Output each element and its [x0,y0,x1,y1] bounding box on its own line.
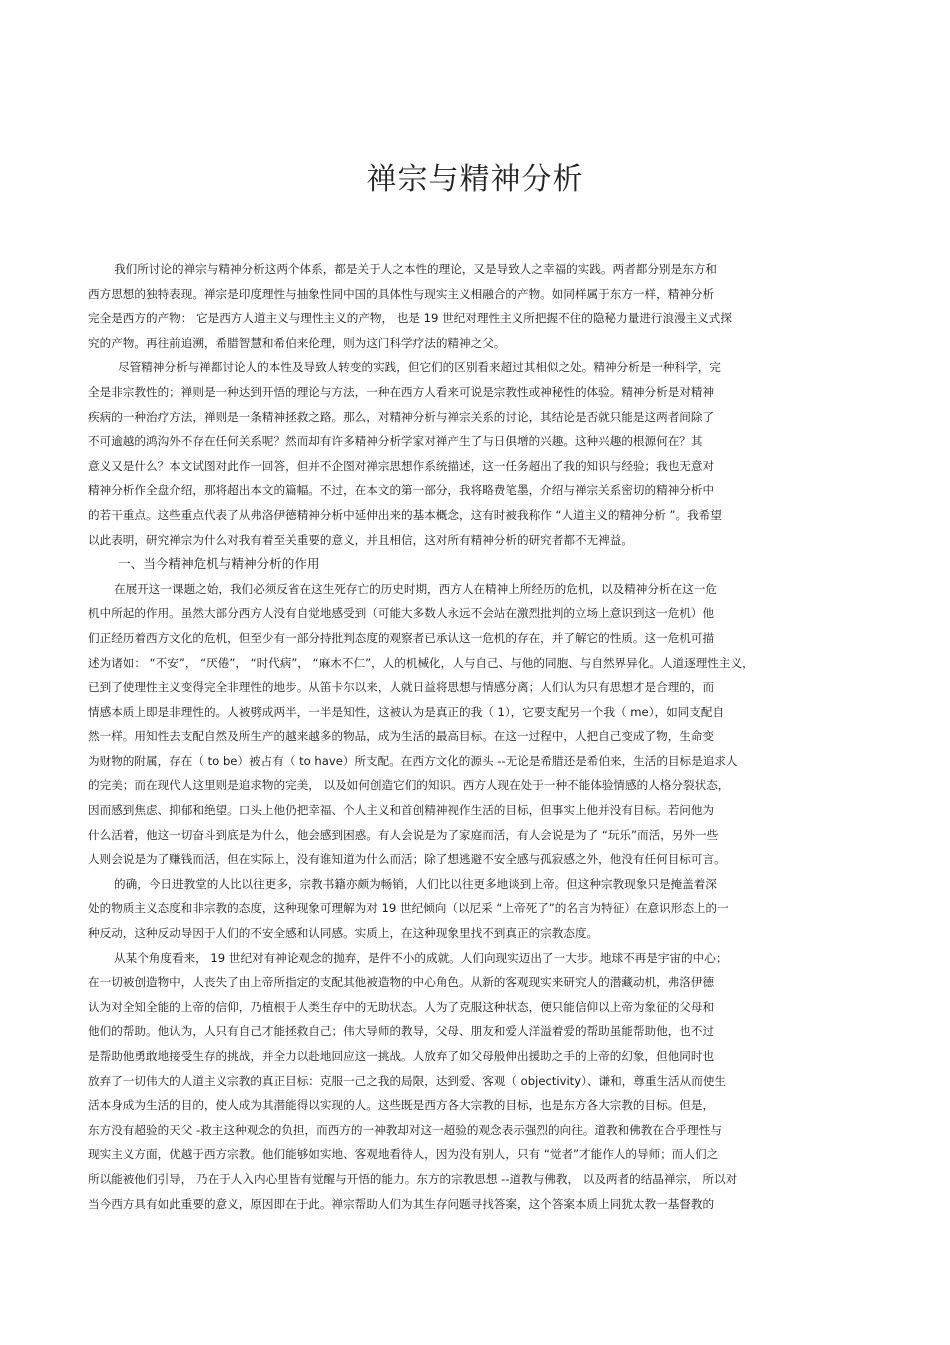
text-line: 我们所讨论的禅宗与精神分析这两个体系，都是关于人之本性的理论，又是导致人之幸福的实践。两者都分别是东方和 [114,262,717,276]
text-line: 认为对全知全能的上帝的信仰，乃植根于人类生存中的无助状态。人为了克服这种状态，便只能信仰以上帝为象征的父母和 [88,999,715,1014]
text-line: 因而感到焦虑、抑郁和绝望。口头上他仍把幸福、个人主义和首创精神视作生活的目标，但事实上他并没有目标。若问他为 [88,803,715,818]
text-line: 种反动，这种反动导因于人们的不安全感和认同感。实质上，在这种现象里找不到真正的宗教态度。 [88,926,599,941]
text-line: 然一样。用知性去支配自然及所生产的越来越多的物品，成为生活的最高目标。在这一过程中，人把自己变成了物，生命变 [88,729,715,744]
text-line: 当今西方具有如此重要的意义，原因即在于此。禅宗帮助人们为其生存问题寻找答案，这个答案本质上同犹太教一基督教的 [88,1196,715,1211]
text-line: 全是非宗教性的；禅则是一种达到开悟的理论与方法，一种在西方人看来可说是宗教性或神秘性的体验。精神分析是对精神 [88,384,715,399]
text-line: 完全是西方的产物： 它是西方人道主义与理性主义的产物， 也是 19 世纪对理性主义所把握不住的隐秘力量进行浪漫主义式探 [88,311,732,326]
text-line: 处的物质主义态度和非宗教的态度，这种现象可理解为对 19 世纪倾向（以尼采 “上帝死了”的名言为特征）在意识形态上的一 [88,901,729,916]
text-line: 尽管精神分析与禅都讨论人的本性及导致人转变的实践，但它们的区别看来超过其相似之处。精神分析是一种科学，完 [118,360,721,375]
text-line: 什么活着，他这一切奋斗到底是为什么，他会感到困惑。有人会说是为了家庭而活，有人会说是为了 “玩乐”而活，另外一些 [88,827,719,842]
text-line: 的完美；而在现代人这里则是追求物的完美， 以及如何创造它们的知识。西方人现在处于一种不能体验情感的人格分裂状态， [88,778,730,793]
text-line: 现实主义方面，优越于西方宗教。他们能够如实地、客观地看待人，因为没有别人，只有 “觉者”才能作人的导师；而人们之 [88,1147,719,1162]
text-line: 为财物的附属，存在（ to be）被占有（ to have）所支配。在西方文化的源头 --无论是希腊还是希伯来，生活的目标是追求人 [88,753,738,768]
text-line: 从某个角度看来， 19 世纪对有神论观念的抛弃，是件不小的成就。人们向现实迈出了一大步。地球不再是宇宙的中心； [114,950,728,965]
text-line: 的确，今日进教堂的人比以往更多，宗教书籍亦颇为畅销，人们比以往更多地谈到上帝。但这种宗教现象只是掩盖着深 [114,876,717,891]
text-line: 在展开这一课题之始，我们必须反省在这生死存亡的历史时期，西方人在精神上所经历的危机，以及精神分析在这一危 [114,581,717,596]
text-line: 人则会说是为了赚钱而活，但在实际上，没有谁知道为什么而活；除了想逃避不安全感与孤寂感之外，他没有任何目标可言。 [88,852,726,867]
text-line: 是帮助他勇敢地接受生存的挑战，并全力以赴地回应这一挑战。人放弃了如父母般伸出援助之手的上帝的幻象，但他同时也 [88,1049,715,1063]
text-line: 所以能被他们引导， 乃在于人入内心里皆有觉醒与开悟的能力。东方的宗教思想 --道教与佛教， 以及两者的结晶禅宗， 所以对 [88,1171,738,1186]
text-line: 疾病的一种治疗方法，禅则是一条精神拯救之路。那么，对精神分析与禅宗关系的讨论，其结论是否就只能是这两者间除了 [88,409,715,424]
document-title: 禅宗与精神分析 [366,162,584,197]
text-line: 们正经历着西方文化的危机，但至少有一部分持批判态度的观察者已承认这一危机的存在，并了解它的性质。这一危机可描 [88,630,715,645]
text-line: 意义又是什么？本文试图对此作一回答，但并不企图对禅宗思想作系统描述，这一任务超出了我的知识与经验；我也无意对 [88,458,715,473]
text-line: 机中所起的作用。虽然大部分西方人没有自觉地感受到（可能大多数人永远不会站在激烈批判的立场上意识到这一危机）他 [88,606,715,621]
section-heading: 一、当今精神危机与精神分析的作用 [118,556,320,572]
text-line: 放弃了一切伟大的人道主义宗教的真正目标：克服一己之我的局限，达到爱、客观（ objectivity）、谦和，尊重生活从而使生 [88,1073,727,1088]
text-line: 在一切被创造物中，人丧失了由上帝所指定的支配其他被造物的中心角色。从新的客观现实来研究人的潜藏动机，弗洛伊德 [88,975,715,990]
text-line: 西方思想的独特表现。禅宗是印度理性与抽象性同中国的具体性与现实主义相融合的产物。如同样属于东方一样，精神分析 [88,286,715,301]
text-line: 述为诸如： “不安”， “厌倦”， “时代病”， “麻木不仁”，人的机械化，人与自己、与他的同胞、与自然界异化。人道逐理性主义， [88,655,754,670]
text-line: 情感本质上即是非理性的。人被劈成两半，一半是知性，这被认为是真正的我（ 1），它要支配另一个我（ me），如同支配自 [88,704,725,719]
document-body [88,257,878,1216]
text-line: 已到了使理性主义变得完全非理性的地步。从笛卡尔以来，人就日益将思想与情感分离；人们认为只有思想才是合理的，而 [88,680,715,695]
text-line: 活本身成为生活的目的，使人成为其潜能得以实现的人。这些既是西方各大宗教的目标，也是东方各大宗教的目标。但是， [88,1098,715,1113]
text-line: 他们的帮助。他认为，人只有自己才能拯救自己；伟大导师的教导，父母、朋友和爱人洋溢着爱的帮助虽能帮助他，也不过 [88,1024,715,1039]
text-line: 以此表明，研究禅宗为什么对我有着至关重要的意义，并且相信，这对所有精神分析的研究者都不无裨益。 [88,532,633,547]
text-line: 的若干重点。这些重点代表了从弗洛伊德精神分析中延伸出来的基本概念，这有时被我称作 “人道主义的精神分析 ”。我希望 [88,507,722,522]
text-line: 不可逾越的鸿沟外不存在任何关系呢？然而却有许多精神分析学家对禅产生了与日俱增的兴趣。这种兴趣的根源何在？其 [88,434,703,449]
text-line: 精神分析作全盘介绍，那将超出本文的篇幅。不过，在本文的第一部分，我将略费笔墨，介绍与禅宗关系密切的精神分析中 [88,483,715,498]
text-line: 东方没有超验的天父 -救主这种观念的负担，而西方的一神教却对这一超验的观念表示强烈的向往。道教和佛教在合乎理性与 [88,1122,722,1137]
text-line: 究的产物。再往前追溯，希腊智慧和希伯来伦理，则为这门科学疗法的精神之父。 [88,335,506,350]
